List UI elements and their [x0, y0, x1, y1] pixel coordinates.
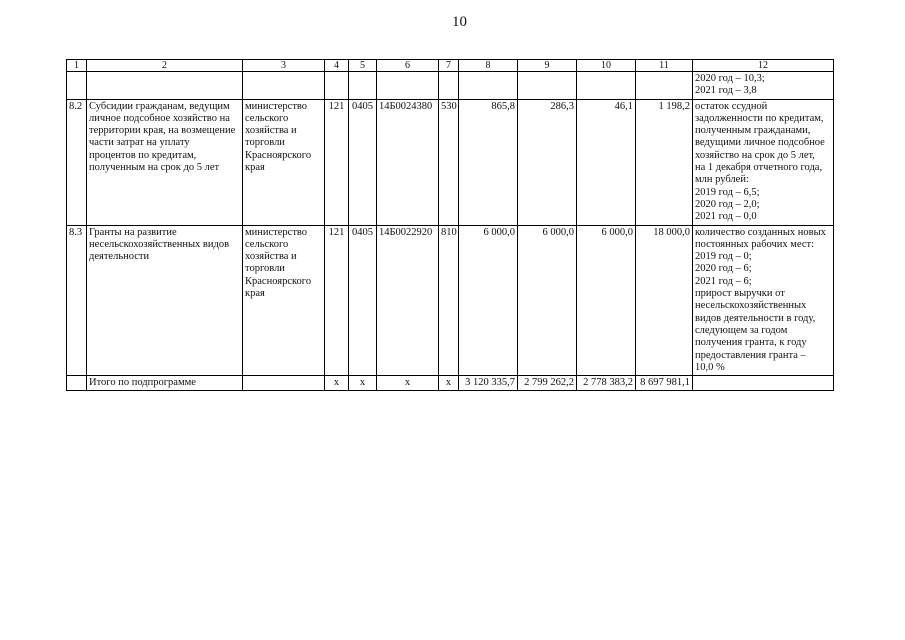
text-line: Субсидии гражданам, ведущим: [89, 100, 230, 112]
text-line: несельскохозяйственных видов: [89, 238, 230, 250]
result-line: ведущими личное подсобное: [695, 137, 825, 149]
amount-cell: 6 000,0: [459, 225, 518, 376]
table-row: [67, 225, 834, 376]
result-line: 2020 год – 6;: [695, 263, 752, 275]
header-cell: 11: [636, 60, 693, 72]
total-amount: 8 697 981,1: [636, 376, 693, 391]
result-line: получения гранта, к году: [695, 337, 807, 349]
header-cell: 4: [325, 60, 349, 72]
text-line: торговли: [245, 263, 285, 275]
executor-cell: [243, 225, 325, 376]
result-line: предоставления гранта –: [695, 349, 806, 361]
row-number: 8.2: [67, 99, 87, 225]
header-cell: 12: [693, 60, 834, 72]
text-line: деятельности: [89, 251, 150, 263]
text-line: края: [245, 162, 265, 174]
table-row: [67, 99, 834, 225]
header-cell: 7: [439, 60, 459, 72]
total-cell: х: [377, 376, 439, 391]
amount-cell: 286,3: [518, 99, 577, 225]
result-line: млн рублей:: [695, 174, 749, 186]
page-number: 10: [452, 14, 467, 30]
amount-total-cell: 1 198,2: [636, 99, 693, 225]
result-line: 2021 год – 3,8: [695, 85, 757, 97]
header-cell: 3: [243, 60, 325, 72]
row-number: 8.3: [67, 225, 87, 376]
text-line: торговли: [245, 137, 285, 149]
text-line: министерство: [245, 100, 308, 112]
text-line: полученным на срок до 5 лет: [89, 162, 220, 174]
result-line: 2021 год – 0,0: [695, 211, 757, 223]
text-line: министерство: [245, 226, 308, 238]
program-table: [66, 59, 834, 391]
result-line: на 1 декабря отчетного года,: [695, 162, 823, 174]
amount-cell: 6 000,0: [577, 225, 636, 376]
section-code: 0405: [349, 99, 377, 225]
header-cell: 9: [518, 60, 577, 72]
text-line: части затрат на уплату: [89, 137, 190, 149]
amount-cell: 865,8: [459, 99, 518, 225]
continuation-row: [67, 72, 834, 100]
result-line: 2021 год – 6;: [695, 275, 752, 287]
header-row: [67, 60, 834, 72]
amount-cell: 46,1: [577, 99, 636, 225]
text-line: процентов по кредитам,: [89, 149, 197, 161]
text-line: сельского: [245, 238, 289, 250]
expense-type-code: 810: [439, 225, 459, 376]
result-line: несельскохозяйственных: [695, 300, 807, 312]
amount-cell: 6 000,0: [518, 225, 577, 376]
total-amount: 2 778 383,2: [577, 376, 636, 391]
result-line: количество созданных новых: [695, 226, 826, 238]
result-line: задолженности по кредитам,: [695, 112, 824, 124]
expense-type-code: 530: [439, 99, 459, 225]
result-cell: [693, 99, 834, 225]
amount-total-cell: 18 000,0: [636, 225, 693, 376]
result-line: остаток ссудной: [695, 100, 768, 112]
continuation-result-cell: [693, 72, 834, 100]
result-line: полученным гражданами,: [695, 125, 811, 137]
header-cell: 8: [459, 60, 518, 72]
target-article-code: 14Б0024380: [377, 99, 439, 225]
target-article-code: 14Б0022920: [377, 225, 439, 376]
total-cell: х: [439, 376, 459, 391]
measure-name-cell: [87, 225, 243, 376]
result-line: 2020 год – 10,3;: [695, 73, 765, 84]
total-row: [67, 376, 834, 391]
result-line: 2020 год – 2,0;: [695, 198, 760, 210]
text-line: сельского: [245, 112, 289, 124]
executor-cell: [243, 99, 325, 225]
total-amount: 3 120 335,7: [459, 376, 518, 391]
result-line: хозяйство на срок до 5 лет,: [695, 149, 815, 161]
result-line: следующем за годом: [695, 324, 788, 336]
text-line: Гранты на развитие: [89, 226, 177, 238]
text-line: территории края, на возмещение: [89, 125, 236, 137]
result-line: видов деятельности в году,: [695, 312, 816, 324]
total-cell: х: [325, 376, 349, 391]
result-line: прирост выручки от: [695, 288, 785, 300]
result-cell: [693, 225, 834, 376]
measure-name-cell: [87, 99, 243, 225]
header-cell: 10: [577, 60, 636, 72]
result-line: постоянных рабочих мест:: [695, 238, 815, 250]
text-line: края: [245, 288, 265, 300]
result-line: 2019 год – 6,5;: [695, 186, 760, 198]
text-line: хозяйства и: [245, 125, 297, 137]
total-result-cell: [693, 376, 834, 391]
text-line: хозяйства и: [245, 251, 297, 263]
header-cell: 2: [87, 60, 243, 72]
result-line: 10,0 %: [695, 361, 725, 373]
section-code: 0405: [349, 225, 377, 376]
header-cell: 5: [349, 60, 377, 72]
total-cell: х: [349, 376, 377, 391]
grbs-code: 121: [325, 225, 349, 376]
result-line: 2019 год – 0;: [695, 251, 752, 263]
text-line: Красноярского: [245, 275, 312, 287]
header-cell: 1: [67, 60, 87, 72]
text-line: личное подсобное хозяйство на: [89, 112, 230, 124]
total-amount: 2 799 262,2: [518, 376, 577, 391]
grbs-code: 121: [325, 99, 349, 225]
header-cell: 6: [377, 60, 439, 72]
total-label: Итого по подпрограмме: [87, 376, 243, 391]
text-line: Красноярского: [245, 149, 312, 161]
